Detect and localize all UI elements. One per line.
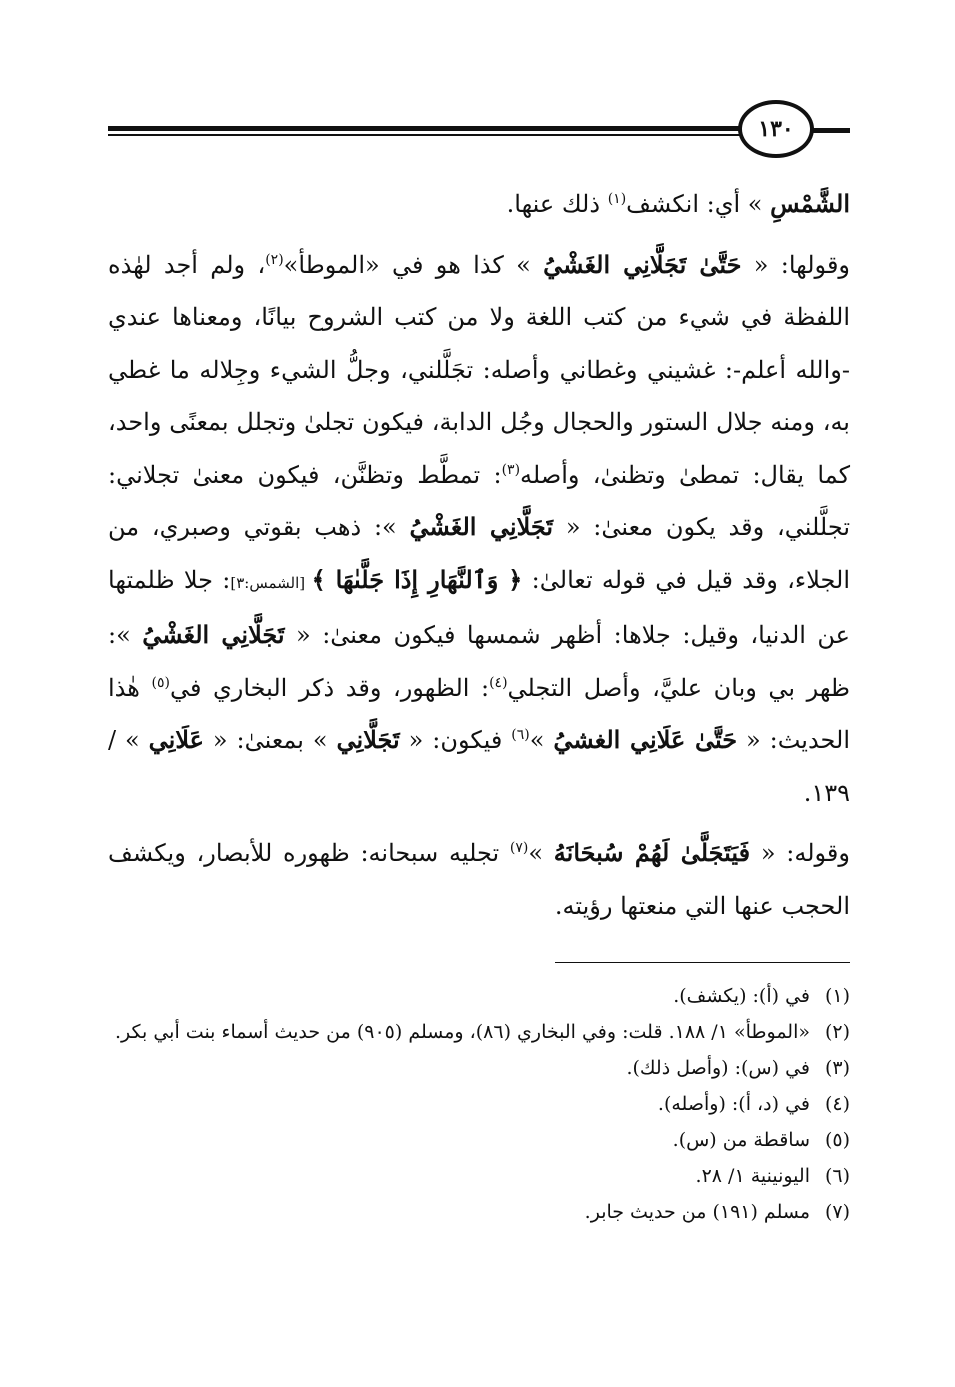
quote: عَلَانِي [148, 725, 204, 754]
text: » [528, 839, 554, 867]
paragraph-3 [108, 827, 850, 932]
page-number-text: ١٣٠ [758, 116, 794, 142]
text: : تمطَّط وتظنَّن، فيكون معنىٰ تجلاني: تجلَّلني، وقد يكون معنىٰ: « [108, 460, 850, 541]
text: : الظهور، وقد ذكر البخاري في [169, 673, 490, 702]
quran-verse: ﴿ وَٱلنَّهَارِ إِذَا جَلَّىٰهَا ﴾ [311, 564, 523, 594]
text: » بمعنىٰ: « [203, 726, 337, 754]
page-number [738, 100, 814, 158]
paragraph-2 [108, 239, 850, 820]
footnote-text: «الموطأ» ١/ ١٨٨. قلت: وفي البخاري (٨٦)، ومسلم (٩٠٥) من حديث أسماء بنت أبي بكر. [115, 1021, 810, 1043]
footnote-item [108, 978, 850, 1014]
text: : جلا ظلمتها عن الدنيا، وقيل: جلاها: أظهر شمسها فيكون معنىٰ: « [108, 565, 850, 649]
header-rule-thin [108, 134, 740, 136]
text: وقوله: « [750, 839, 850, 867]
header-rule [108, 126, 740, 131]
footnote-item [108, 1122, 850, 1158]
footnote-ref: (٣) [501, 461, 521, 478]
footnote-item [108, 1014, 850, 1050]
footnote-text: اليونينية ١/ ٢٨. [695, 1165, 810, 1187]
quote: فَيَتَجَلَّىٰ لَهُمْ سُبحَانَهُ [553, 838, 751, 867]
text: وقولها: « [741, 250, 851, 279]
text: تجليه سبحانه: ظهوره للأبصار، ويكشف الحجب عنها التي منعتها رؤيته. [108, 839, 850, 920]
quote: حَتَّىٰ تَجَلَّانِي الغَشْيُ [543, 249, 742, 279]
footnote-ref: (٢) [265, 251, 284, 268]
footnote-text: مسلم (١٩١) من حديث جابر. [584, 1201, 810, 1223]
text: » أي: انكشف [626, 190, 771, 218]
quote: تَجَلَّانِي الغَشْيُ [142, 620, 285, 649]
footnote-text: في (د، أ): (وأصله). [657, 1093, 810, 1115]
footnote-ref: (٦) [511, 727, 530, 743]
quote: تَجَلَّانِي [336, 725, 400, 754]
text: »: ذهب بقوتي وصبري، من الجلاء، وقد قيل في قوله تعالىٰ: [108, 513, 851, 594]
footnote-item [108, 1158, 850, 1194]
main-text [108, 178, 850, 932]
quote: تَجَلَّانِي الغَشْيُ [409, 512, 554, 541]
text: » [529, 726, 554, 754]
footnote-number: (٣) [824, 1057, 850, 1079]
footnote-ref: (٥) [151, 674, 170, 691]
footnote-text: في (أ): (يكشف). [673, 985, 810, 1007]
footnote-text: ساقطة من (س). [672, 1129, 810, 1151]
quote: الشَّمْسِ [770, 189, 850, 218]
text: ، ولم أجد لهٰذه اللفظة في شيء من كتب اللغة ولا من كتب الشروح بيانًا، ومعناها عندي -والله أعلم-: غشيني وغطاني وأصله: تجَلَّلني، وجلُّ الشيء وجِلاله ما غطي به، ومنه جلال الستور والحجال وجُل الدابة، فيكون تجلىٰ وتجلل بمعنًى واحد، كما يقال: تمطىٰ وتظنىٰ، وأصله [108, 250, 850, 489]
footnote-ref: (١) [607, 191, 627, 207]
footnote-number: (٦) [824, 1165, 850, 1187]
footnote-ref: (٤) [489, 674, 508, 691]
text: هٰذا الحديث: « [108, 673, 851, 754]
footnote-item [108, 1086, 850, 1122]
text: » كذا هو في «الموطأ» [283, 250, 544, 279]
footnote-item [108, 1050, 850, 1086]
footnote-number: (٥) [824, 1129, 850, 1151]
quote: حَتَّىٰ عَلَانِي الغشيُ [553, 725, 738, 754]
verse-reference: [الشمس:٣] [230, 573, 312, 592]
paragraph-1 [108, 178, 850, 231]
footnote-number: (٤) [824, 1093, 850, 1115]
footnote-ref: (٧) [509, 840, 529, 856]
text: ذلك عنها. [506, 190, 608, 218]
footnote-number: (٧) [824, 1201, 850, 1223]
header-rule-right [812, 128, 850, 133]
text: » / ١٣٩. [108, 726, 850, 807]
footnote-text: في (س): (وأصل ذلك). [626, 1057, 810, 1079]
footnote-number: (١) [824, 985, 850, 1007]
footnote-separator [555, 962, 850, 963]
text: فيكون: « [399, 726, 512, 754]
footnotes [108, 978, 850, 1230]
footnote-item [108, 1194, 850, 1230]
text: »: ظهر بي وبان عليَّ، وأصل التجلي [108, 621, 850, 702]
footnote-number: (٢) [824, 1021, 850, 1043]
